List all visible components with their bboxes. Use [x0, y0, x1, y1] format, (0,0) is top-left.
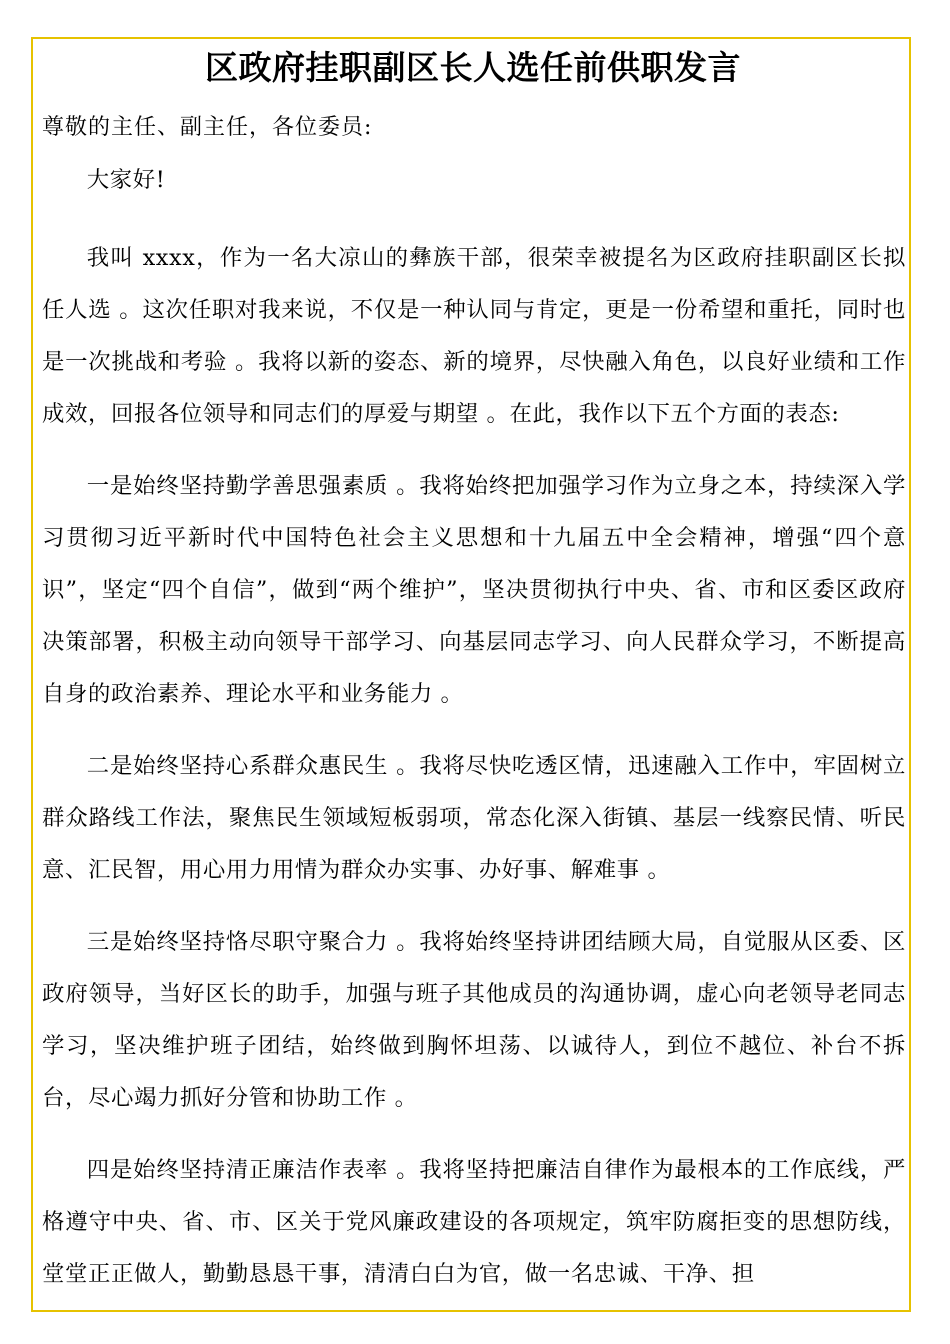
- document-title: 区政府挂职副区长人选任前供职发言: [205, 48, 741, 87]
- document-body: [42, 112, 906, 1308]
- paragraph-point-two: 二是始终坚持心系群众惠民生 。我将尽快吃透区情，迅速融入工作中，牢固树立群众路线工作法，聚焦民生领域短板弱项，常态化深入街镇、基层一线察民情、听民意、汇民智，用心用力用情为群众办实事、办好事、解难事 。: [42, 753, 906, 883]
- salutation: 尊敬的主任、副主任，各位委员:: [42, 115, 373, 140]
- paragraph-point-four: 四是始终坚持清正廉洁作表率 。我将坚持把廉洁自律作为最根本的工作底线，严格遵守中央、省、市、区关于党风廉政建设的各项规定，筑牢防腐拒变的思想防线，堂堂正正做人，勤勤恳恳干事，清清白白为官，做一名忠诚、干净、担: [42, 1157, 906, 1287]
- paragraph-introduction: 我叫 xxxx，作为一名大凉山的彝族干部，很荣幸被提名为区政府挂职副区长拟任人选 。这次任职对我来说，不仅是一种认同与肯定，更是一份希望和重托，同时也是一次挑战和考验 。我将以新的姿态、新的境界，尽快融入角色，以良好业绩和工作成效，回报各位领导和同志们的厚爱与期望 。在此，我作以下五个方面的表态:: [42, 245, 906, 427]
- paragraph-point-three: 三是始终坚持恪尽职守聚合力 。我将始终坚持讲团结顾大局，自觉服从区委、区政府领导，当好区长的助手，加强与班子其他成员的沟通协调，虚心向老领导老同志学习，坚决维护班子团结，始终做到胸怀坦荡、以诚待人，到位不越位、补台不拆台，尽心竭力抓好分管和协助工作 。: [42, 929, 906, 1111]
- paragraph-point-one: 一是始终坚持勤学善思强素质 。我将始终把加强学习作为立身之本，持续深入学习贯彻习近平新时代中国特色社会主义思想和十九届五中全会精神，增强“四个意识”，坚定“四个自信”，做到“两个维护”，坚决贯彻执行中央、省、市和区委区政府决策部署，积极主动向领导干部学习、向基层同志学习、向人民群众学习，不断提高自身的政治素养、理论水平和业务能力 。: [42, 473, 906, 707]
- paragraph-greeting: 大家好!: [86, 167, 166, 193]
